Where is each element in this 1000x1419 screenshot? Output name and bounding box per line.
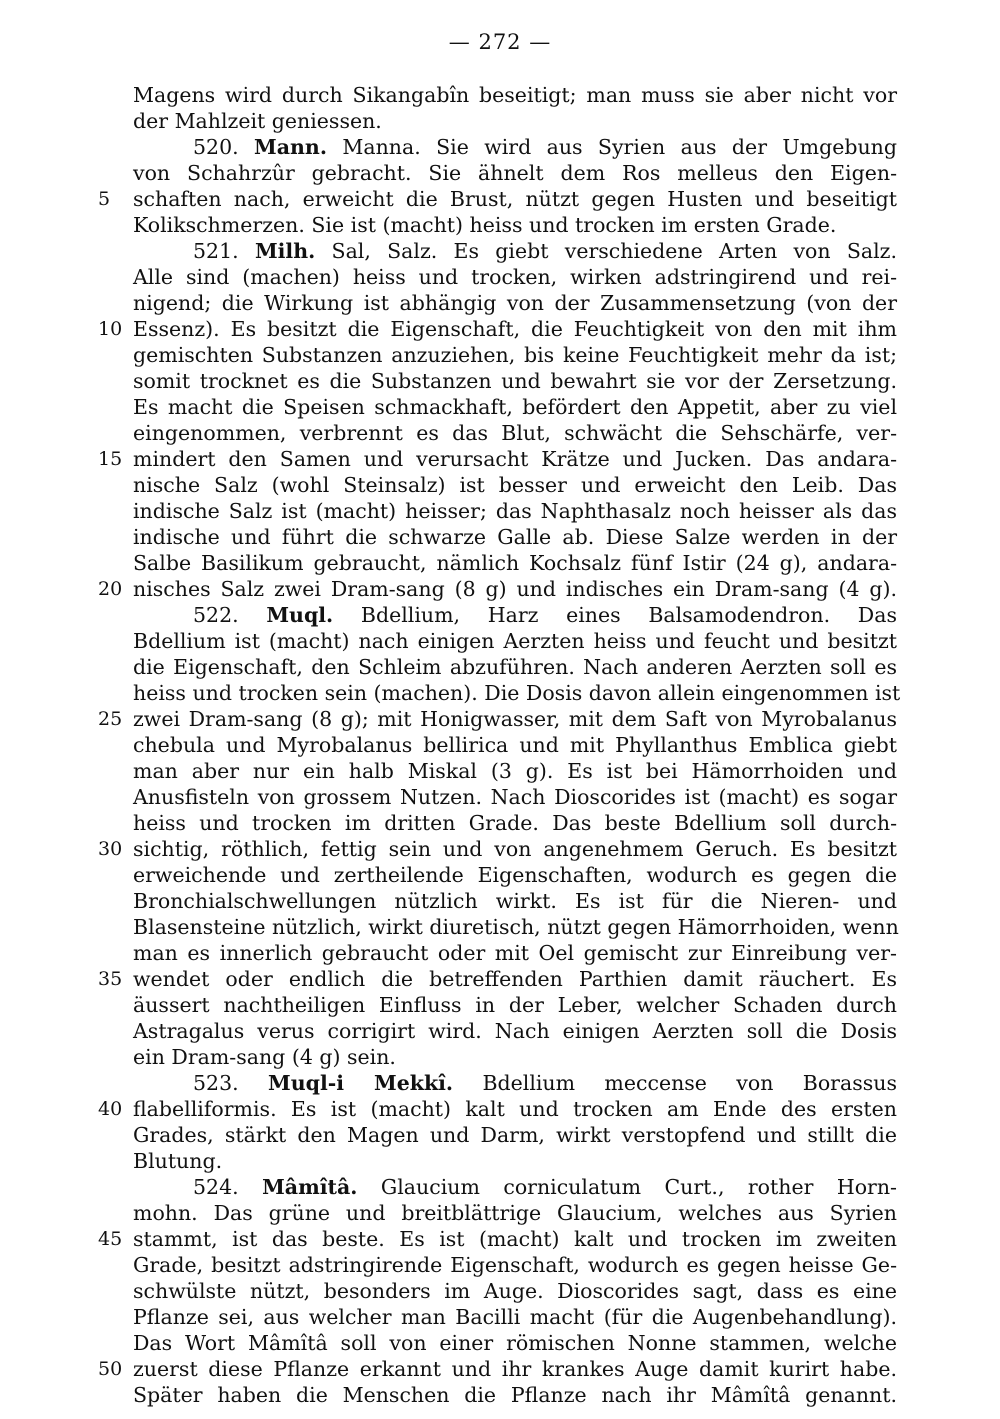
text-line: [0, 394, 1000, 420]
line-body: mohn. Das grüne und breitblättrige Glaucium, welches aus Syrien: [133, 1201, 897, 1225]
line-body: schwülste nützt, besonders im Auge. Dioscorides sagt, dass es eine: [133, 1279, 897, 1303]
text-line: [0, 212, 1000, 238]
line-body: Bronchialschwellungen nützlich wirkt. Es ist für die Nieren- und: [133, 889, 897, 913]
line-text: [133, 732, 897, 758]
text-line: [0, 966, 1000, 992]
text-line: [0, 316, 1000, 342]
text-line: [0, 576, 1000, 602]
entry-headword: Mann.: [254, 135, 327, 159]
text-line: [0, 1174, 1000, 1200]
line-text: [133, 966, 897, 992]
text-line: [0, 524, 1000, 550]
line-body: chebula und Myrobalanus bellirica und mit Phyllanthus Emblica giebt: [133, 733, 897, 757]
line-body: indische Salz ist (macht) heisser; das Naphthasalz noch heisser als das: [133, 499, 897, 523]
line-body: ein Dram-sang (4 g) sein.: [133, 1045, 396, 1069]
line-body: heiss und trocken im dritten Grade. Das beste Bdellium soll durch-: [133, 811, 897, 835]
line-body: Astragalus verus corrigirt wird. Nach einigen Aerzten soll die Dosis: [133, 1019, 897, 1043]
line-text: [133, 472, 897, 498]
line-body: erweichende und zertheilende Eigenschaften, wodurch es gegen die: [133, 863, 897, 887]
line-body: Glaucium corniculatum Curt., rother Horn-: [380, 1175, 897, 1199]
text-line: [0, 1070, 1000, 1096]
entry-headword: Muql.: [266, 603, 334, 627]
entry-headword: Muql-i Mekkî.: [268, 1071, 454, 1095]
text-line: [0, 1200, 1000, 1226]
line-text: [133, 1278, 897, 1304]
line-body: nigend; die Wirkung ist abhängig von der Zusammensetzung (von der: [133, 291, 897, 315]
text-line: [0, 134, 1000, 160]
line-body: schaften nach, erweicht die Brust, nützt gegen Husten und beseitigt: [133, 187, 897, 211]
line-text: [133, 342, 897, 368]
text-line: [0, 1044, 1000, 1070]
line-body: Das Wort Mâmîtâ soll von einer römischen Nonne stammen, welche: [133, 1331, 897, 1355]
line-body: Blasensteine nützlich, wirkt diuretisch, nützt gegen Hämorrhoiden, wenn: [133, 915, 899, 939]
text-line: [0, 628, 1000, 654]
line-text: [133, 758, 897, 784]
line-body: von Schahrzûr gebracht. Sie ähnelt dem Ros melleus den Eigen-: [133, 161, 897, 185]
text-line: [0, 810, 1000, 836]
text-line: [0, 862, 1000, 888]
line-text: [133, 1096, 897, 1122]
line-text: [133, 82, 897, 108]
text-line: [0, 472, 1000, 498]
text-line: [0, 888, 1000, 914]
text-line: [0, 706, 1000, 732]
text-line: [0, 290, 1000, 316]
line-text: [133, 394, 897, 420]
line-number: 10: [98, 318, 123, 340]
text-line: [0, 914, 1000, 940]
line-text: [133, 1226, 897, 1252]
text-line: [0, 1330, 1000, 1356]
entry-number: 524.: [193, 1175, 239, 1199]
line-number: 50: [98, 1358, 123, 1380]
line-text: [133, 1330, 897, 1356]
line-text: [133, 576, 897, 602]
text-body: [0, 82, 1000, 1408]
line-body: wendet oder endlich die betreffenden Parthien damit räuchert. Es: [133, 967, 897, 991]
line-body: die Eigenschaft, den Schleim abzuführen. Nach anderen Aerzten soll es: [133, 655, 897, 679]
text-line: [0, 1278, 1000, 1304]
line-text: [133, 1252, 897, 1278]
line-number: 30: [98, 838, 123, 860]
line-body: Grade, besitzt adstringirende Eigenschaft, wodurch es gegen heisse Ge-: [133, 1253, 897, 1277]
line-body: Salbe Basilikum gebraucht, nämlich Kochsalz fünf Istir (24 g), andara-: [133, 551, 897, 575]
line-body: indische und führt die schwarze Galle ab. Diese Salze werden in der: [133, 525, 897, 549]
line-body: Bdellium ist (macht) nach einigen Aerzten heiss und feucht und besitzt: [133, 629, 897, 653]
text-line: [0, 602, 1000, 628]
text-line: [0, 264, 1000, 290]
text-line: [0, 1148, 1000, 1174]
line-body: Essenz). Es besitzt die Eigenschaft, die Feuchtigkeit von den mit ihm: [133, 317, 897, 341]
line-number: 35: [98, 968, 123, 990]
line-text: [133, 810, 897, 836]
line-body: man es innerlich gebraucht oder mit Oel gemischt zur Einreibung ver-: [133, 941, 897, 965]
text-line: [0, 1226, 1000, 1252]
text-line: [0, 680, 1000, 706]
text-line: [0, 420, 1000, 446]
line-text: [133, 680, 901, 706]
line-text: [133, 108, 897, 134]
line-body: Blutung.: [133, 1149, 223, 1173]
line-body: Pflanze sei, aus welcher man Bacilli macht (für die Augenbehandlung).: [133, 1305, 897, 1329]
line-body: äussert nachtheiligen Einfluss in der Leber, welcher Schaden durch: [133, 993, 897, 1017]
text-line: [0, 342, 1000, 368]
entry-headword: Mâmîtâ.: [262, 1175, 358, 1199]
line-text: [133, 654, 897, 680]
line-number: 40: [98, 1098, 123, 1120]
entry-number: 522.: [193, 603, 239, 627]
line-body: somit trocknet es die Substanzen und bewahrt sie vor der Zersetzung.: [133, 369, 897, 393]
line-text: [133, 550, 897, 576]
line-text: [133, 212, 897, 238]
line-text: [133, 914, 897, 940]
text-line: [0, 940, 1000, 966]
line-text: [133, 1122, 897, 1148]
line-text: [133, 1304, 897, 1330]
line-text: [133, 316, 897, 342]
entry-first-line: [193, 134, 897, 160]
line-text: [133, 264, 897, 290]
text-line: [0, 836, 1000, 862]
line-body: Später haben die Menschen die Pflanze nach ihr Mâmîtâ genannt.: [133, 1383, 897, 1407]
line-text: [133, 446, 897, 472]
text-line: [0, 1382, 1000, 1408]
line-body: der Mahlzeit geniessen.: [133, 109, 382, 133]
line-body: heiss und trocken sein (machen). Die Dosis davon allein eingenommen ist: [133, 681, 901, 705]
line-text: [133, 420, 897, 446]
line-text: [133, 524, 897, 550]
line-text: [133, 628, 897, 654]
entry-number: 523.: [193, 1071, 239, 1095]
text-line: [0, 1018, 1000, 1044]
line-body: Sal, Salz. Es giebt verschiedene Arten von Salz.: [331, 239, 897, 263]
text-line: [0, 550, 1000, 576]
line-text: [133, 498, 897, 524]
line-number: 5: [98, 188, 111, 210]
line-number: 20: [98, 578, 123, 600]
line-body: Es macht die Speisen schmackhaft, befördert den Appetit, aber zu viel: [133, 395, 897, 419]
line-body: nische Salz (wohl Steinsalz) ist besser und erweicht den Leib. Das: [133, 473, 897, 497]
line-body: stammt, ist das beste. Es ist (macht) kalt und trocken im zweiten: [133, 1227, 897, 1251]
line-text: [133, 1018, 897, 1044]
line-body: eingenommen, verbrennt es das Blut, schwächt die Sehschärfe, ver-: [133, 421, 897, 445]
line-text: [133, 160, 897, 186]
text-line: [0, 1122, 1000, 1148]
line-text: [133, 290, 897, 316]
line-body: gemischten Substanzen anzuziehen, bis keine Feuchtigkeit mehr da ist;: [133, 343, 897, 367]
line-text: [133, 186, 897, 212]
text-line: [0, 82, 1000, 108]
entry-number: 521.: [193, 239, 239, 263]
line-text: [133, 706, 897, 732]
text-line: [0, 368, 1000, 394]
text-line: [0, 1096, 1000, 1122]
text-line: [0, 108, 1000, 134]
text-line: [0, 784, 1000, 810]
line-text: [133, 992, 897, 1018]
line-text: [133, 1382, 897, 1408]
text-line: [0, 992, 1000, 1018]
line-body: Anusfisteln von grossem Nutzen. Nach Dioscorides ist (macht) es sogar: [133, 785, 897, 809]
entry-number: 520.: [193, 135, 239, 159]
line-body: man aber nur ein halb Miskal (3 g). Es ist bei Hämorrhoiden und: [133, 759, 897, 783]
text-line: [0, 186, 1000, 212]
line-body: mindert den Samen und verursacht Krätze und Jucken. Das andara-: [133, 447, 897, 471]
line-body: Bdellium, Harz eines Balsamodendron. Das: [360, 603, 897, 627]
entry-first-line: [193, 1070, 897, 1096]
entry-headword: Milh.: [254, 239, 316, 263]
line-body: Grades, stärkt den Magen und Darm, wirkt verstopfend und stillt die: [133, 1123, 897, 1147]
line-number: 45: [98, 1228, 123, 1250]
line-body: Alle sind (machen) heiss und trocken, wirken adstringirend und rei-: [133, 265, 897, 289]
text-line: [0, 758, 1000, 784]
line-text: [133, 888, 897, 914]
line-body: Magens wird durch Sikangabîn beseitigt; man muss sie aber nicht vor: [133, 83, 897, 107]
line-text: [133, 368, 897, 394]
text-line: [0, 654, 1000, 680]
entry-first-line: [193, 238, 897, 264]
line-text: [133, 1044, 897, 1070]
line-text: [133, 1200, 897, 1226]
entry-first-line: [193, 1174, 897, 1200]
text-line: [0, 238, 1000, 264]
line-text: [133, 862, 897, 888]
text-line: [0, 732, 1000, 758]
page-number: — 272 —: [448, 30, 552, 54]
entry-first-line: [193, 602, 897, 628]
line-body: zwei Dram-sang (8 g); mit Honigwasser, mit dem Saft von Myrobalanus: [133, 707, 897, 731]
line-text: [133, 940, 897, 966]
line-body: sichtig, röthlich, fettig sein und von angenehmem Geruch. Es besitzt: [133, 837, 897, 861]
text-line: [0, 1252, 1000, 1278]
line-body: flabelliformis. Es ist (macht) kalt und trocken am Ende des ersten: [133, 1097, 897, 1121]
line-body: zuerst diese Pflanze erkannt und ihr krankes Auge damit kurirt habe.: [133, 1357, 897, 1381]
line-number: 25: [98, 708, 123, 730]
text-line: [0, 1356, 1000, 1382]
line-text: [133, 784, 897, 810]
text-line: [0, 160, 1000, 186]
line-body: nisches Salz zwei Dram-sang (8 g) und indisches ein Dram-sang (4 g).: [133, 577, 897, 601]
text-line: [0, 1304, 1000, 1330]
line-body: Kolikschmerzen. Sie ist (macht) heiss und trocken im ersten Grade.: [133, 213, 837, 237]
line-body: Manna. Sie wird aus Syrien aus der Umgebung: [342, 135, 897, 159]
text-line: [0, 498, 1000, 524]
line-text: [133, 1148, 897, 1174]
line-number: 15: [98, 448, 123, 470]
line-body: Bdellium meccense von Borassus: [482, 1071, 897, 1095]
text-line: [0, 446, 1000, 472]
line-text: [133, 1356, 897, 1382]
line-text: [133, 836, 897, 862]
